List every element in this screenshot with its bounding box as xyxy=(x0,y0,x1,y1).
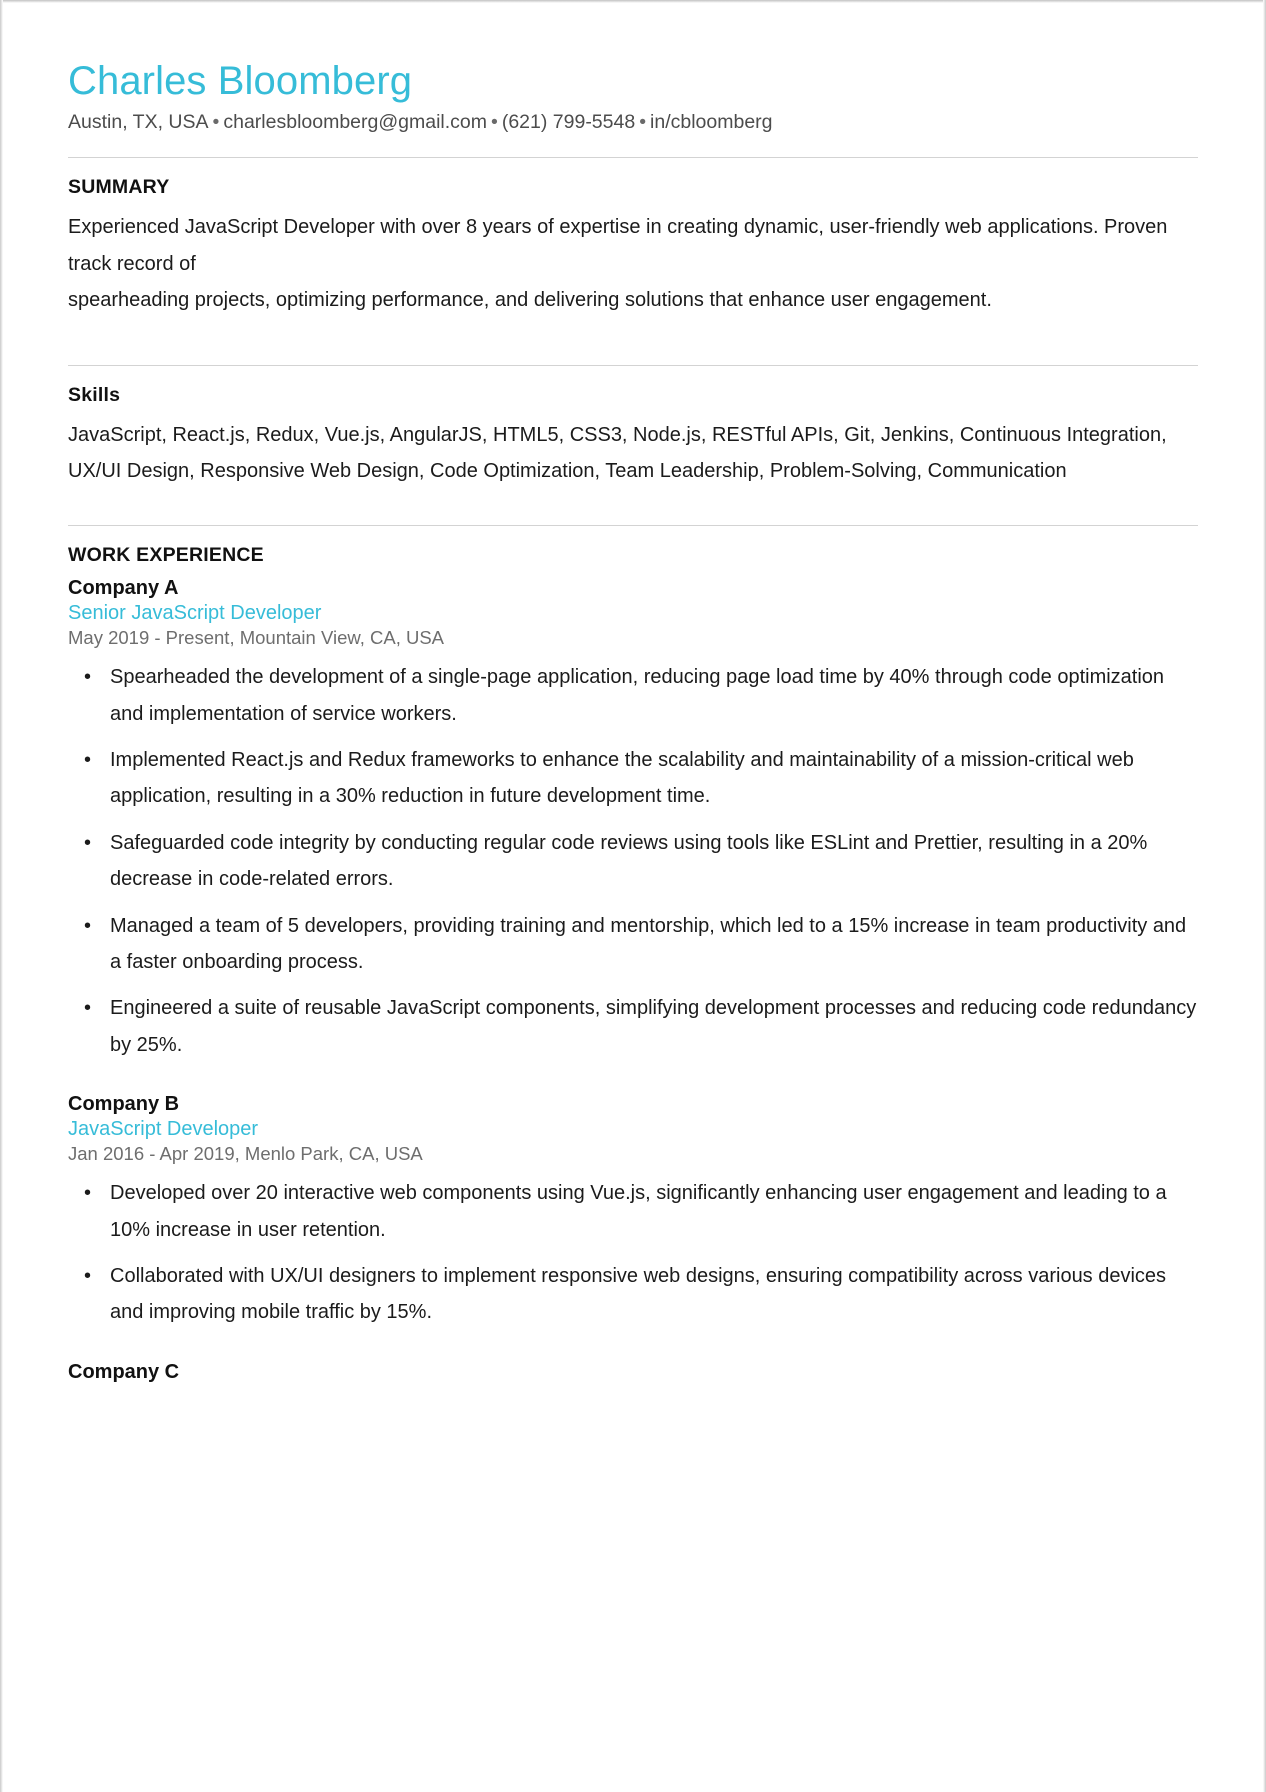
contact-separator-3: • xyxy=(639,111,647,133)
contact-separator-1: • xyxy=(212,111,220,133)
contact-linkedin[interactable]: in/cbloomberg xyxy=(650,111,773,133)
job-company: Company C xyxy=(68,1360,180,1383)
job-entry xyxy=(68,577,1198,1063)
bullet-glyph-icon: • xyxy=(84,1182,92,1205)
job-bullet-text: Developed over 20 interactive web components using Vue.js, significantly enhancing user engagement and leading to a 10% increase in user retention. xyxy=(110,1182,1167,1241)
job-bullet xyxy=(68,908,1198,981)
job-entry xyxy=(68,1361,1198,1384)
job-bullet xyxy=(68,1175,1198,1248)
spacer-after-skills xyxy=(68,489,1198,525)
contact-email[interactable]: charlesbloomberg@gmail.com xyxy=(223,111,488,133)
job-bullet-text: Engineered a suite of reusable JavaScript components, simplifying development processes and reducing code redundancy by 25%. xyxy=(110,997,1197,1056)
bullet-glyph-icon: • xyxy=(84,666,92,689)
job-bullet xyxy=(68,742,1198,815)
job-bullet xyxy=(68,990,1198,1063)
job-entry xyxy=(68,1093,1198,1331)
bullet-glyph-icon: • xyxy=(84,914,92,937)
summary-line-1: Experienced JavaScript Developer with over 8 years of expertise in creating dynamic, user-friendly web applications. Proven track record of xyxy=(68,216,1168,275)
contact-location: Austin, TX, USA xyxy=(68,111,209,133)
job-bullet-list xyxy=(68,1175,1198,1331)
job-bullet-text: Implemented React.js and Redux frameworks to enhance the scalability and maintainability of a mission-critical web application, resulting in a 30% reduction in future development time. xyxy=(110,749,1134,808)
job-bullet xyxy=(68,1258,1198,1331)
job-bullet-text: Managed a team of 5 developers, providing training and mentorship, which led to a 15% increase in team productivity and a faster onboarding process. xyxy=(110,914,1187,974)
section-title-work-experience: WORK EXPERIENCE xyxy=(68,544,264,567)
job-bullet-text: Collaborated with UX/UI designers to implement responsive web designs, ensuring compatibility across various devices and improving mobile traffic by 15%. xyxy=(110,1264,1167,1324)
contact-phone[interactable]: (621) 799-5548 xyxy=(501,111,636,133)
job-bullet xyxy=(68,659,1198,732)
divider-work-experience xyxy=(68,525,1198,526)
spacer-after-summary xyxy=(68,319,1198,365)
job-role: Senior JavaScript Developer xyxy=(68,602,322,625)
contact-line xyxy=(68,110,1198,135)
section-title-skills: Skills xyxy=(68,383,121,406)
summary-line-2: spearheading projects, optimizing performance, and delivering solutions that enhance user engagement. xyxy=(68,289,992,312)
bullet-glyph-icon: • xyxy=(84,831,92,854)
job-meta: Jan 2016 - Apr 2019, Menlo Park, CA, USA xyxy=(68,1143,423,1165)
skills-text: JavaScript, React.js, Redux, Vue.js, AngularJS, HTML5, CSS3, Node.js, RESTful APIs, Git, Jenkins, Continuous Integration, UX/UI Design, Responsive Web Design, Code Optimization, Team Leadership, Problem-Solving, Communication xyxy=(68,423,1167,482)
section-title-summary: SUMMARY xyxy=(68,176,170,199)
divider-summary xyxy=(68,157,1198,158)
job-meta: May 2019 - Present, Mountain View, CA, USA xyxy=(68,627,445,649)
job-bullet-text: Spearheaded the development of a single-page application, reducing page load time by 40% through code optimization and implementation of service workers. xyxy=(110,666,1165,725)
bullet-glyph-icon: • xyxy=(84,749,92,772)
job-role: JavaScript Developer xyxy=(68,1118,259,1141)
divider-skills xyxy=(68,365,1198,366)
job-bullet-text: Safeguarded code integrity by conducting regular code reviews using tools like ESLint and Prettier, resulting in a 20% decrease in code-related errors. xyxy=(110,831,1148,891)
bullet-glyph-icon: • xyxy=(84,1264,92,1287)
bullet-glyph-icon: • xyxy=(84,997,92,1020)
candidate-name: Charles Bloomberg xyxy=(68,59,413,103)
contact-separator-2: • xyxy=(491,111,498,133)
job-bullet xyxy=(68,825,1198,898)
job-company: Company B xyxy=(68,1093,180,1116)
job-bullet-list xyxy=(68,659,1198,1063)
job-company: Company A xyxy=(68,577,179,600)
